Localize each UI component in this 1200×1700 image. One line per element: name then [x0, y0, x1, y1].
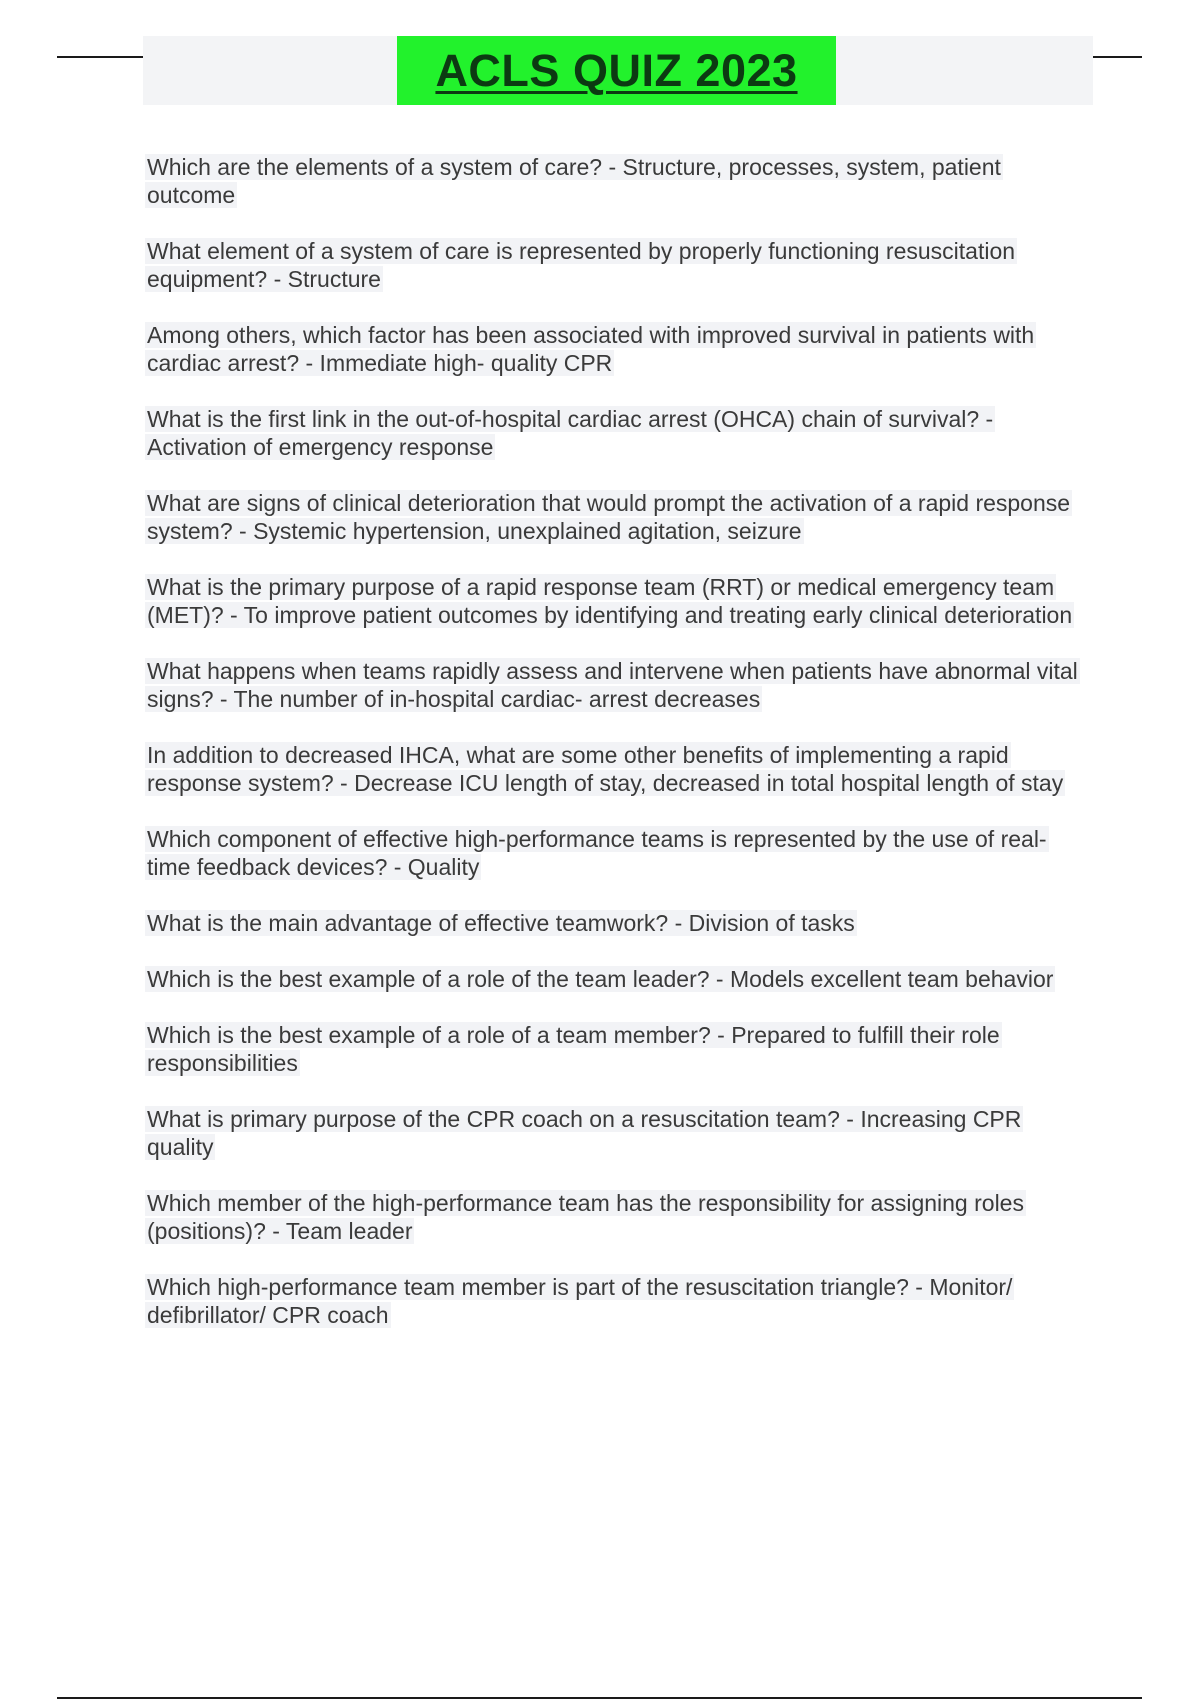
qa-text: Which is the best example of a role of a team member? - Prepared to fulfill their role responsibilities — [147, 1022, 1000, 1076]
qa-item — [145, 237, 1090, 293]
qa-text: What element of a system of care is represented by properly functioning resuscitation equipment? - Structure — [147, 238, 1016, 292]
qa-list — [145, 153, 1090, 1357]
qa-item — [145, 909, 1090, 937]
qa-item — [145, 1021, 1090, 1077]
qa-item — [145, 741, 1090, 797]
qa-item — [145, 573, 1090, 629]
qa-text: Which high-performance team member is part of the resuscitation triangle? - Monitor/ defibrillator/ CPR coach — [147, 1274, 1013, 1328]
qa-item — [145, 489, 1090, 545]
qa-text: What happens when teams rapidly assess and intervene when patients have abnormal vital signs? - The number of in-hospital cardiac- arrest decreases — [147, 658, 1078, 712]
qa-item — [145, 405, 1090, 461]
qa-text: What is the main advantage of effective teamwork? - Division of tasks — [147, 910, 855, 936]
qa-text: Which are the elements of a system of care? - Structure, processes, system, patient outcome — [147, 154, 1001, 208]
page-title: ACLS QUIZ 2023 — [435, 45, 798, 96]
qa-text: Which is the best example of a role of the team leader? - Models excellent team behavior — [147, 966, 1054, 992]
header-rule-left — [57, 56, 143, 58]
qa-text: What is the primary purpose of a rapid response team (RRT) or medical emergency team (MET)? - To improve patient outcomes by identifying and treating early clinical deterioration — [147, 574, 1073, 628]
qa-item — [145, 1105, 1090, 1161]
qa-item — [145, 321, 1090, 377]
qa-text: What is the first link in the out-of-hospital cardiac arrest (OHCA) chain of survival? - Activation of emergency response — [147, 406, 994, 460]
qa-item — [145, 657, 1090, 713]
qa-item — [145, 965, 1090, 993]
qa-text: What are signs of clinical deterioration that would prompt the activation of a rapid response system? - Systemic hypertension, unexplained agitation, seizure — [147, 490, 1071, 544]
qa-text: Which component of effective high-performance teams is represented by the use of real-time feedback devices? - Quality — [147, 826, 1047, 880]
qa-text: What is primary purpose of the CPR coach on a resuscitation team? - Increasing CPR quality — [147, 1106, 1022, 1160]
qa-item — [145, 1273, 1090, 1329]
qa-text: In addition to decreased IHCA, what are some other benefits of implementing a rapid response system? - Decrease ICU length of stay, decreased in total hospital length of stay — [147, 742, 1064, 796]
title-highlight — [397, 36, 836, 105]
qa-item — [145, 1189, 1090, 1245]
qa-text: Which member of the high-performance team has the responsibility for assigning roles (positions)? - Team leader — [147, 1190, 1024, 1244]
qa-item — [145, 825, 1090, 881]
footer-rule — [57, 1697, 1142, 1699]
qa-text: Among others, which factor has been associated with improved survival in patients with cardiac arrest? - Immediate high- quality CPR — [147, 322, 1035, 376]
header-rule-right — [1092, 56, 1142, 58]
qa-item — [145, 153, 1090, 209]
